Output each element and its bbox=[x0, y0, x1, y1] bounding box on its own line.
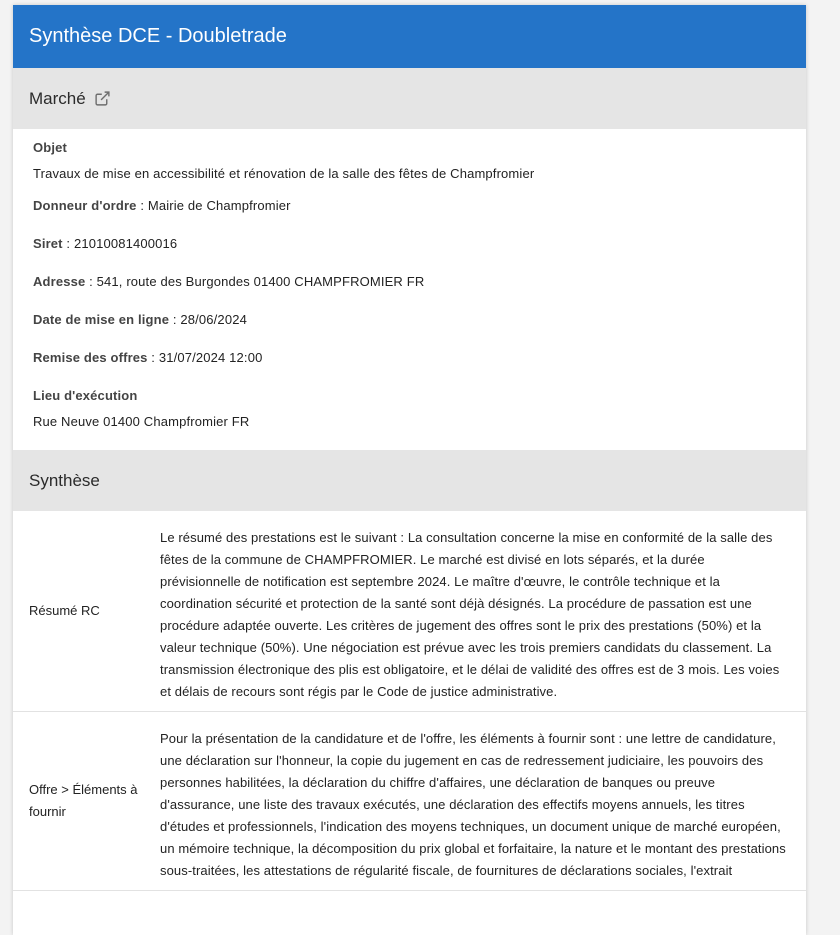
panel-title: Synthèse DCE - Doubletrade bbox=[29, 25, 287, 47]
adresse-row bbox=[33, 272, 786, 310]
lieu-label: Lieu d'exécution bbox=[33, 388, 138, 403]
row-key: Résumé RC bbox=[13, 511, 160, 712]
remise-label: Remise des offres bbox=[33, 350, 148, 365]
siret-value: 21010081400016 bbox=[73, 236, 178, 251]
table-row bbox=[13, 712, 806, 891]
siret-row bbox=[33, 234, 786, 272]
remise-sep: : bbox=[147, 350, 159, 365]
donneur-label: Donneur d'ordre bbox=[33, 198, 137, 213]
siret-label: Siret bbox=[33, 236, 63, 251]
date-row bbox=[33, 310, 786, 348]
date-label: Date de mise en ligne bbox=[33, 312, 170, 327]
synthese-table bbox=[13, 511, 806, 891]
marche-info bbox=[13, 129, 806, 450]
adresse-label: Adresse bbox=[33, 274, 86, 289]
remise-row bbox=[33, 348, 786, 386]
donneur-row bbox=[33, 196, 786, 234]
objet-value: Travaux de mise en accessibilité et rénovation de la salle des fêtes de Champfromier bbox=[33, 166, 535, 181]
row-value: Le résumé des prestations est le suivant : La consultation concerne la mise en conformité de la salle des fêtes de la commune de CHAMPFROMIER. Le marché est divisé en lots séparés, et la durée prévisionnelle de notification est septembre 2024. Le maître d'œuvre, le contrôle technique et la coordination sécurité et protection de la santé sont déjà désignés. La procédure de passation est une procédure adaptée ouverte. Les critères de jugement des offres sont le prix des prestations (50%) et la valeur technique (50%). Une négociation est prévue avec les trois premiers candidats du classement. La transmission électronique des plis est obligatoire, et le délai de validité des offres est de 3 mois. Les voies et délais de recours sont régis par le Code de justice administrative. bbox=[160, 511, 806, 712]
siret-sep: : bbox=[62, 236, 74, 251]
date-value: 28/06/2024 bbox=[180, 312, 247, 327]
section-synthese-title: Synthèse bbox=[29, 470, 100, 490]
donneur-sep: : bbox=[136, 198, 148, 213]
adresse-value: 541, route des Burgondes 01400 CHAMPFROMIER FR bbox=[96, 274, 425, 289]
row-value: Pour la présentation de la candidature et de l'offre, les éléments à fournir sont : une lettre de candidature, une déclaration sur l'honneur, la copie du jugement en cas de redressement judiciaire, les pouvoirs des personnes habilitées, la déclaration du chiffre d'affaires, une déclaration de banques ou preuve d'assurance, une liste des travaux exécutés, une déclaration des effectifs moyens annuels, les titres d'études et professionnels, l'indication des moyens techniques, un document unique de marché européen, un mémoire technique, la décomposition du prix global et forfaitaire, la nature et le montant des prestations sous-traitées, les attestations de régularité fiscale, de fournitures de déclarations sociales, l'extrait bbox=[160, 712, 806, 891]
section-marche-header bbox=[13, 68, 806, 129]
donneur-value: Mairie de Champfromier bbox=[147, 198, 291, 213]
synthese-panel bbox=[13, 5, 806, 935]
remise-value: 31/07/2024 12:00 bbox=[158, 350, 263, 365]
adresse-sep: : bbox=[85, 274, 97, 289]
objet-label: Objet bbox=[33, 140, 67, 155]
row-key: Offre > Éléments à fournir bbox=[13, 712, 160, 891]
lieu-value: Rue Neuve 01400 Champfromier FR bbox=[33, 414, 250, 429]
section-synthese-header bbox=[13, 450, 806, 511]
table-row bbox=[13, 511, 806, 712]
external-link-icon[interactable] bbox=[94, 90, 111, 107]
panel-header bbox=[13, 5, 806, 68]
date-sep: : bbox=[169, 312, 181, 327]
section-marche-title: Marché bbox=[29, 88, 86, 108]
